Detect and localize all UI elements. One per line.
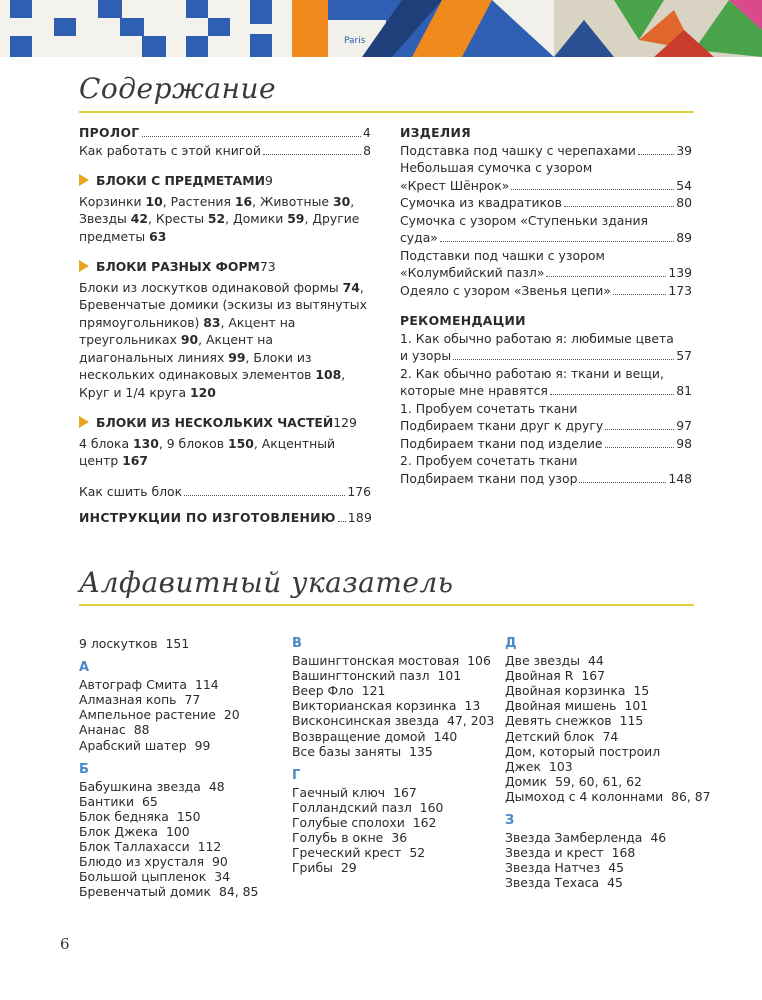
- index-entry-page: 36: [391, 830, 408, 846]
- dot-leader: [638, 154, 674, 155]
- index-entry[interactable]: [79, 738, 258, 753]
- index-entry[interactable]: [505, 860, 711, 875]
- index-entry[interactable]: [79, 692, 258, 707]
- toc-items-heading: ИЗДЕЛИЯ: [400, 125, 471, 140]
- index-entry[interactable]: [292, 713, 494, 728]
- index-entry-page: 13: [464, 698, 481, 714]
- index-entry-page: 162: [412, 815, 437, 831]
- toc-item-entry[interactable]: [400, 212, 692, 247]
- toc-section-shapes[interactable]: [79, 258, 371, 276]
- index-entry-name: Двойная R: [505, 668, 574, 684]
- toc-entry-line: Подставки под чашки с узором: [400, 247, 605, 263]
- toc-item-entry[interactable]: [400, 142, 692, 160]
- toc-entry-page: 4: [362, 125, 371, 140]
- index-entry-page: 29: [340, 860, 357, 876]
- dot-leader: [613, 294, 666, 295]
- index-entry[interactable]: [505, 668, 711, 683]
- index-entry[interactable]: [292, 845, 494, 860]
- index-entry-name: Дом, который построил: [505, 743, 661, 759]
- toc-entry-title: и узоры: [400, 348, 452, 363]
- index-entry-name: Звезда Натчез: [505, 860, 601, 876]
- toc-entry-title: ПРОЛОГ: [79, 125, 140, 140]
- toc-entry-title: ИНСТРУКЦИИ ПО ИЗГОТОВЛЕНИЮ: [79, 510, 336, 525]
- index-letter: В: [292, 636, 302, 651]
- toc-item-entry[interactable]: [400, 159, 692, 194]
- index-entry[interactable]: [79, 869, 258, 884]
- index-entry-page: 168: [611, 845, 636, 861]
- index-entry-page: 112: [197, 839, 222, 855]
- toc-section-parts[interactable]: [79, 414, 371, 432]
- toc-entry-page: 97: [676, 418, 692, 433]
- toc-section-parts-body: 4 блока 130, 9 блоков 150, Акцентный центр 167: [79, 435, 336, 468]
- toc-right-column: [400, 124, 692, 487]
- index-entry[interactable]: [292, 800, 494, 815]
- index-entry[interactable]: [292, 744, 494, 759]
- index-column-2: [292, 627, 494, 875]
- index-letter: Б: [79, 761, 89, 777]
- index-entry[interactable]: [505, 744, 711, 759]
- toc-entry-page: 57: [676, 348, 692, 363]
- index-letter: А: [79, 660, 90, 676]
- toc-section-page: 9: [264, 173, 273, 188]
- index-entry-name: Ананас: [79, 722, 126, 738]
- toc-entry-page: 173: [668, 282, 692, 298]
- toc-section-title: БЛОКИ ИЗ НЕСКОЛЬКИХ ЧАСТЕЙ: [96, 415, 334, 430]
- index-entry[interactable]: [79, 884, 258, 899]
- toc-entry-page: 54: [676, 177, 692, 193]
- index-entry-page: 106: [467, 653, 491, 669]
- index-entry-page: 46: [650, 830, 667, 846]
- index-entry[interactable]: [79, 779, 258, 794]
- quilt-patch-blue-orange: [292, 0, 554, 57]
- index-entry-name: Бабушкина звезда: [79, 778, 201, 794]
- quilt-photo-strip: [0, 0, 762, 57]
- index-entry-name: Викторианская корзинка: [292, 698, 457, 714]
- dot-leader: [440, 241, 674, 242]
- index-entry-name: Большой цыпленок: [79, 869, 207, 885]
- toc-section-title: БЛОКИ РАЗНЫХ ФОРМ: [96, 259, 260, 274]
- index-entry[interactable]: [505, 875, 711, 890]
- index-entry-name: Вашингтонская мостовая: [292, 653, 460, 669]
- index-entry[interactable]: [505, 653, 711, 668]
- toc-entry-title: «Колумбийский пазл»: [400, 265, 545, 280]
- index-entry[interactable]: [505, 729, 711, 744]
- index-entry-name: Висконсинская звезда: [292, 713, 440, 729]
- dot-leader: [605, 447, 675, 448]
- index-letter: З: [505, 813, 515, 829]
- index-entry-page: 150: [176, 808, 201, 824]
- toc-left-column: [79, 124, 371, 527]
- index-entry[interactable]: [292, 815, 494, 830]
- index-heading-rule: [79, 604, 694, 606]
- toc-recommendations-list: [400, 330, 692, 488]
- index-entry-name: Блюдо из хрусталя: [79, 854, 205, 870]
- index-letter: Г: [292, 767, 301, 783]
- index-entry-name: Гаечный ключ: [292, 784, 386, 800]
- index-entry-name: Алмазная копь: [79, 692, 177, 708]
- index-entry[interactable]: [505, 759, 711, 774]
- index-entry-page: 77: [184, 692, 201, 708]
- index-entry-page: 20: [223, 707, 240, 723]
- index-entry-name: Возвращение домой: [292, 728, 426, 744]
- index-entry-page: 101: [624, 698, 649, 714]
- toc-heading-rule: [79, 111, 694, 113]
- toc-entry-page: 8: [363, 142, 371, 158]
- index-entry-name: Веер Фло: [292, 683, 354, 699]
- index-entry[interactable]: [505, 713, 711, 728]
- index-entry-page: 65: [142, 793, 158, 809]
- index-entry[interactable]: [79, 722, 258, 737]
- index-column-3: [505, 627, 711, 891]
- index-entry-name: Вашингтонский пазл: [292, 668, 430, 684]
- index-entry-page: 99: [194, 737, 211, 753]
- toc-entry-page: 148: [668, 470, 692, 486]
- index-entry-name: Бревенчатый домик: [79, 884, 211, 900]
- index-entry-name: Автограф Смита: [79, 677, 187, 693]
- index-entry[interactable]: [505, 698, 711, 713]
- index-entry-name: Звезда и крест: [505, 845, 604, 861]
- triangle-bullet-icon: [79, 416, 89, 428]
- toc-entry-line: Сумочка с узором «Ступеньки здания: [400, 212, 648, 228]
- toc-entry-title: Одеяло с узором «Звенья цепи»: [400, 282, 611, 298]
- index-entry-name: Двойная мишень: [505, 698, 617, 714]
- toc-entry-title: Подставка под чашку с черепахами: [400, 142, 636, 158]
- toc-entry-page: 139: [668, 265, 692, 280]
- toc-section-shapes-body: Блоки из лоскутков одинаковой формы 74, Бревенчатые домики (эскизы из вытянутых прямоугольников) 83, Акцент на треугольниках 90, Акцент на диагональных линиях 99, Блоки из нескольких одинаковых элементов 108, Круг и 1/4 круга 120: [79, 279, 367, 400]
- toc-item-entry[interactable]: [400, 282, 692, 300]
- index-entry-name: Двойная корзинка: [505, 683, 626, 699]
- index-entry-name: Блок Таллахасси: [79, 839, 190, 855]
- index-entry-page: 160: [419, 799, 444, 815]
- toc-entry-line: Небольшая сумочка с узором: [400, 160, 593, 175]
- index-entry[interactable]: [79, 707, 258, 722]
- index-entry-name: Детский блок: [505, 728, 595, 744]
- index-entry-name: Арабский шатер: [79, 737, 187, 753]
- toc-recommendation-entry[interactable]: [400, 365, 692, 400]
- dot-leader: [511, 189, 674, 190]
- index-entry[interactable]: [292, 668, 494, 683]
- index-entry-name: Греческий крест: [292, 845, 402, 861]
- toc-entry-line: 2. Как обычно работаю я: ткани и вещи,: [400, 365, 664, 381]
- index-entry-page: 100: [165, 824, 190, 840]
- toc-entry-page: 176: [347, 483, 371, 499]
- index-entry-name: Девять снежков: [505, 713, 612, 729]
- index-entry-page: 45: [608, 860, 624, 876]
- toc-recommendation-entry[interactable]: [400, 330, 692, 365]
- index-entry[interactable]: [505, 789, 711, 804]
- toc-item-entry[interactable]: [400, 194, 692, 212]
- toc-entry-prologue[interactable]: [79, 124, 371, 142]
- toc-entry-page: 189: [347, 510, 373, 525]
- toc-heading: Содержание: [79, 72, 277, 105]
- index-entry[interactable]: [505, 845, 711, 860]
- toc-entry-sew-block[interactable]: [79, 483, 371, 501]
- dot-leader: [564, 206, 674, 207]
- index-entry[interactable]: [292, 785, 494, 800]
- toc-entry-page: 80: [676, 195, 692, 210]
- toc-entry-title: которые мне нравятся: [400, 383, 548, 398]
- index-entry-page: 115: [619, 713, 644, 729]
- index-entry[interactable]: 9 лоскутков 151: [79, 636, 190, 651]
- toc-entry-title: Сумочка из квадратиков: [400, 195, 562, 210]
- toc-entry-line: 1. Как обычно работаю я: любимые цвета: [400, 330, 674, 346]
- index-entry[interactable]: [505, 683, 711, 698]
- index-entry-name: Голландский пазл: [292, 799, 412, 815]
- index-entry[interactable]: [292, 683, 494, 698]
- index-entry-page: 90: [212, 854, 228, 870]
- dot-leader: [142, 136, 361, 137]
- index-entry-page: 44: [588, 653, 604, 669]
- toc-recommendations-heading: РЕКОМЕНДАЦИИ: [400, 313, 526, 328]
- index-entry-name: Блок бедняка: [79, 808, 169, 824]
- index-entry-page: 167: [393, 784, 417, 800]
- dot-leader: [546, 276, 666, 277]
- toc-entry-page: 98: [676, 435, 692, 451]
- index-entry-name: Голубь в окне: [292, 830, 384, 846]
- index-entry[interactable]: [292, 653, 494, 668]
- toc-section-page: 129: [333, 415, 357, 430]
- toc-entry-title: Как работать с этой книгой: [79, 142, 261, 158]
- index-entry-page: 47, 203: [447, 713, 495, 729]
- index-entry-name: Голубые сполохи: [292, 815, 405, 831]
- toc-section-objects-body: Корзинки 10, Растения 16, Животные 30, Звезды 42, Кресты 52, Домики 59, Другие предметы 63: [79, 193, 360, 244]
- toc-section-page: 73: [259, 259, 276, 274]
- quilt-patch-star: [554, 0, 762, 57]
- index-entry-page: 34: [214, 869, 231, 885]
- index-entry-name: Домик: [505, 773, 548, 789]
- index-entry-name: Две звезды: [505, 653, 580, 669]
- toc-entry-title: суда»: [400, 230, 438, 245]
- index-column-1: [79, 636, 258, 900]
- index-entry-page: 121: [361, 683, 386, 699]
- quilt-patch-blue-white: [0, 0, 292, 57]
- toc-entry-how-to[interactable]: [79, 142, 371, 160]
- index-heading: Алфавитный указатель: [79, 566, 454, 599]
- index-entry-page: 74: [602, 728, 619, 744]
- index-entry-page: 45: [607, 875, 623, 891]
- index-entry[interactable]: [505, 774, 711, 789]
- toc-entry-page: 81: [676, 383, 692, 398]
- dot-leader: [579, 482, 666, 483]
- toc-entry-line: 1. Пробуем сочетать ткани: [400, 400, 578, 416]
- page-number: 6: [60, 935, 70, 953]
- toc-entry-title: Подбираем ткани под узор: [400, 470, 578, 486]
- toc-entry-line: 2. Пробуем сочетать ткани: [400, 453, 578, 468]
- index-entry[interactable]: [292, 698, 494, 713]
- toc-recommendation-entry[interactable]: [400, 400, 692, 435]
- index-entry-page: 88: [133, 722, 150, 738]
- triangle-bullet-icon: [79, 260, 89, 272]
- index-entry[interactable]: [79, 809, 258, 824]
- index-entry[interactable]: [79, 839, 258, 854]
- toc-recommendation-entry[interactable]: [400, 452, 692, 487]
- index-entry-page: 135: [409, 743, 433, 759]
- index-entry-page: 15: [633, 683, 650, 699]
- toc-items-list: [400, 142, 692, 300]
- blue-orange-patchwork-pattern: [292, 0, 554, 57]
- index-entry-name: Ампельное растение: [79, 707, 216, 723]
- index-entry-page: 114: [194, 677, 219, 693]
- index-entry[interactable]: [79, 677, 258, 692]
- dot-leader: [605, 429, 674, 430]
- star-quilt-pattern: [554, 0, 762, 57]
- index-entry-name: Все базы заняты: [292, 743, 402, 759]
- dot-leader: [550, 394, 674, 395]
- index-entry[interactable]: [79, 824, 258, 839]
- index-entry-name: Дымоход с 4 колоннами: [505, 788, 664, 804]
- index-entry-page: 167: [581, 668, 605, 684]
- toc-item-entry[interactable]: [400, 247, 692, 282]
- index-entry-page: 103: [548, 758, 573, 774]
- toc-section-objects[interactable]: [79, 172, 371, 190]
- toc-entry-title: Подбираем ткани друг к другу: [400, 418, 604, 433]
- index-entry-name: Бантики: [79, 793, 135, 809]
- toc-entry-instructions[interactable]: [79, 509, 371, 527]
- toc-recommendation-entry[interactable]: [400, 435, 692, 453]
- index-entry-name: Блок Джека: [79, 824, 158, 840]
- index-entry-name: Грибы: [292, 860, 333, 876]
- index-entry[interactable]: [505, 830, 711, 845]
- toc-entry-title: Подбираем ткани под изделие: [400, 435, 603, 451]
- index-entry[interactable]: [292, 729, 494, 744]
- dot-leader: [453, 359, 674, 360]
- dot-leader: [184, 495, 345, 496]
- index-entry-name: Звезда Техаса: [505, 875, 600, 891]
- index-entry[interactable]: [79, 794, 258, 809]
- index-entry-page: 48: [208, 778, 225, 794]
- index-entry-page: 84, 85: [218, 884, 259, 900]
- dot-leader: [338, 521, 346, 522]
- toc-entry-title: Как сшить блок: [79, 483, 183, 499]
- index-letter: Д: [505, 636, 517, 651]
- index-entry[interactable]: [292, 830, 494, 845]
- index-entry-page: 86, 87: [671, 788, 711, 804]
- index-entry-name: Джек: [505, 758, 541, 774]
- triangle-bullet-icon: [79, 174, 89, 186]
- index-entry-page: 59, 60, 61, 62: [555, 773, 642, 789]
- toc-entry-page: 89: [676, 230, 692, 245]
- index-entry-page: 140: [433, 728, 458, 744]
- toc-entry-page: 39: [676, 142, 692, 158]
- index-entry-page: 52: [409, 845, 426, 861]
- index-entry-name: Звезда Замберленда: [505, 830, 643, 846]
- index-entry-page: 101: [437, 668, 462, 684]
- dot-leader: [263, 154, 361, 155]
- toc-entry-title: «Крест Шёнрок»: [400, 177, 510, 193]
- index-entry[interactable]: [79, 854, 258, 869]
- toc-section-title: БЛОКИ С ПРЕДМЕТАМИ: [96, 173, 265, 188]
- blue-white-squares-pattern: [0, 0, 292, 57]
- index-entry[interactable]: [292, 860, 494, 875]
- banner-paris-text: Paris: [344, 36, 366, 46]
